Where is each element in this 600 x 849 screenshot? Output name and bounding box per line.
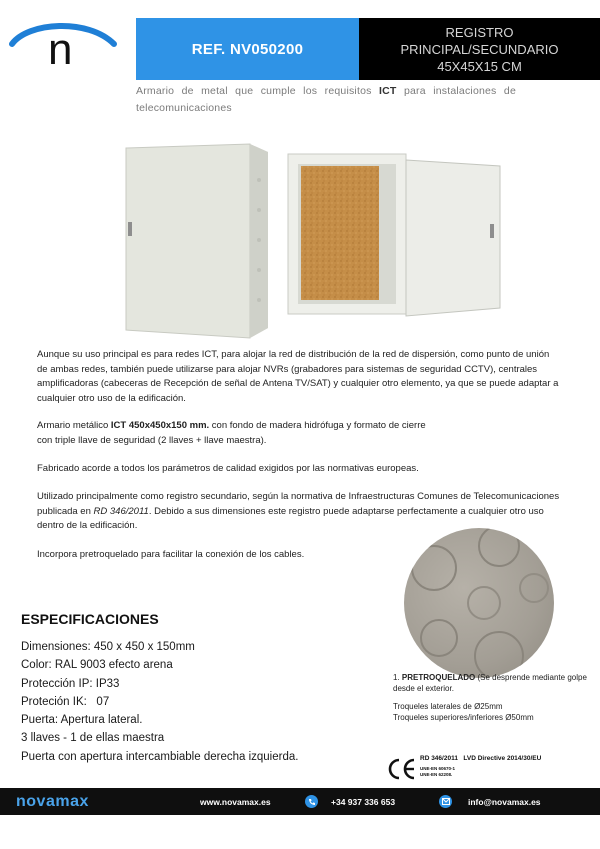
certification-block <box>384 755 594 783</box>
novamax-logo-icon <box>8 14 118 69</box>
open-door <box>406 160 500 316</box>
lock-icon <box>128 222 132 236</box>
email-icon <box>439 795 452 808</box>
intro-text: Armario de metal que cumple los requisitos ICT para instalaciones de telecomunicaciones <box>136 85 517 114</box>
title-line-3: 45X45X15 CM <box>437 58 522 74</box>
ce-mark-icon <box>386 757 416 781</box>
product-image <box>118 140 518 340</box>
specs-title: ESPECIFICACIONES <box>21 611 159 627</box>
note-line-superior: Troqueles superiores/inferiores Ø50mm <box>393 712 534 722</box>
reference-banner <box>136 18 359 80</box>
product-title-banner <box>359 18 600 80</box>
pretroquelado-detail-image <box>404 528 554 678</box>
spec-item: Puerta con apertura intercambiable derecha izquierda. <box>21 750 299 763</box>
spec-item: Color: RAL 9003 efecto arena <box>21 659 173 672</box>
footer-email-link[interactable]: info@novamax.es <box>468 797 541 807</box>
specs-list <box>21 638 298 766</box>
intro-bold: ICT <box>379 85 397 97</box>
footer-website-link[interactable]: www.novamax.es <box>200 797 271 807</box>
logo <box>0 0 126 80</box>
phone-icon <box>305 795 318 808</box>
door-lock-icon <box>490 224 494 238</box>
cert-standards: UNE-EN 60670-1 UNE-EN 62208. <box>420 766 456 777</box>
spec-item: Proteción IK: 07 <box>21 695 110 708</box>
note-line-lateral: Troqueles laterales de Ø25mm <box>393 702 503 711</box>
spec-item: 3 llaves - 1 de ellas maestra <box>21 732 165 745</box>
title-line-1: REGISTRO <box>445 24 514 40</box>
footer-brand: novamax <box>16 792 89 810</box>
pretroquelado-note: 1. PRETROQUELADO (Se desprende mediante golpe desde el exterior. Troqueles laterales de Ø25mm Troqueles superiores/inferiores Ø50mm <box>393 673 593 723</box>
title-line-2: PRINCIPAL/SECUNDARIO <box>400 41 559 57</box>
reference-code: REF. NV050200 <box>191 40 304 58</box>
paragraph-regulation: Utilizado principalmente como registro secundario, según la normativa de Infraestructuras Comunes de Telecomunicaciones publicada en RD 346/2011. Debido a sus dimensiones este registro puede adaptarse perfectamente a cualquier otro uso dentro de la edificación. <box>37 491 560 531</box>
paragraph-pretroquelado: Incorpora pretroquelado para facilitar la conexión de los cables. <box>37 549 305 560</box>
footer-logo <box>16 789 89 814</box>
spec-item: Dimensiones: 450 x 450 x 150mm <box>21 641 195 653</box>
paragraph-description: Armario metálico ICT 450x450x150 mm. con fondo de madera hidrófuga y formato de cierre con triple llave de seguridad (2 llaves + llave maestra). <box>37 420 426 446</box>
svg-text:n: n <box>48 25 73 69</box>
paragraph-usage: Aunque su uso principal es para redes ICT, para alojar la red de distribución de la red de dispersión, como punto de unión de ambas redes, también puede utilizarse para alojar NVRs (grabadores para sistemas de seguridad CCTV), centrales amplificadoras (cabeceras de Recepción de señal de Antena TV/SAT) y cualquier otro elemento, ya que se puede adaptar a cualquier otro uso de la edificación. <box>37 349 559 404</box>
spec-item: Puerta: Apertura lateral. <box>21 714 143 727</box>
spec-item: Protección IP: IP33 <box>21 677 120 690</box>
footer-phone-link[interactable]: +34 937 336 653 <box>331 797 396 807</box>
cert-directives: RD 346/2011 LVD Directive 2014/30/EU <box>420 755 542 762</box>
knockout-circles-icon <box>404 528 554 678</box>
paragraph-quality: Fabricado acorde a todos los parámetros de calidad exigidos por las normativas europeas. <box>37 463 419 474</box>
